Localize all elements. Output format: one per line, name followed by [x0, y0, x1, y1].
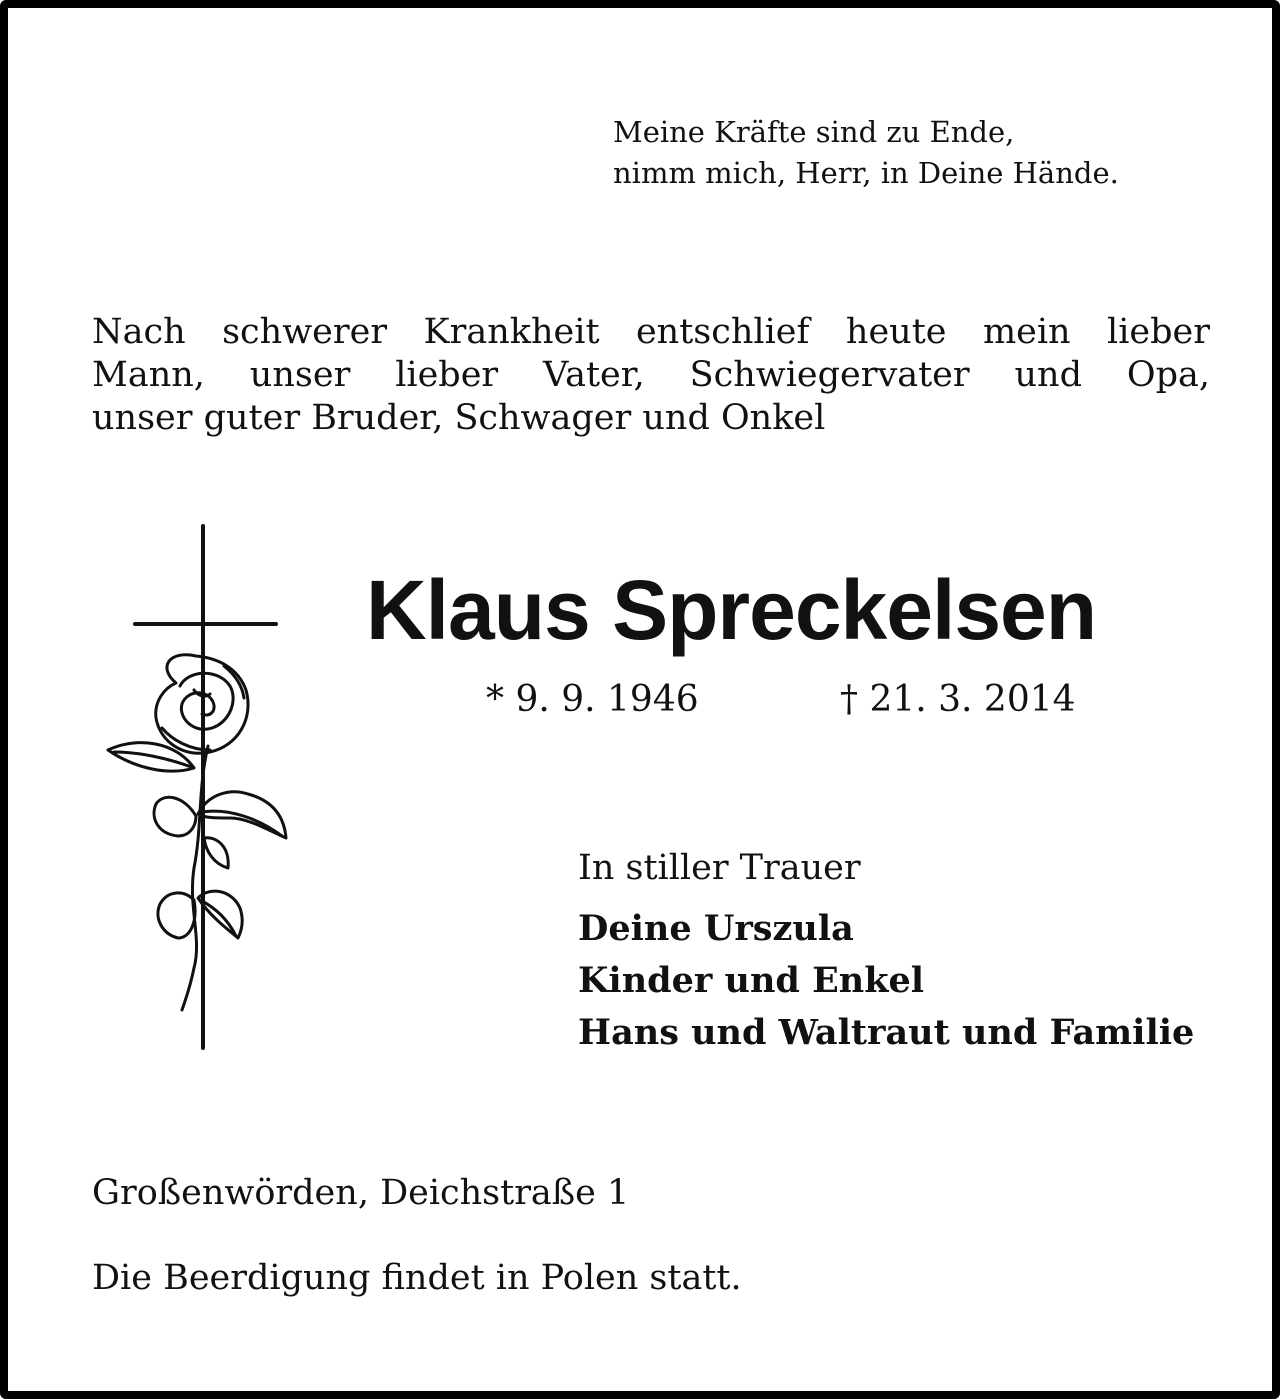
verse-line: nimm mich, Herr, in Deine Hände. — [613, 156, 1119, 190]
intro-line: Nach schwerer Krankheit entschlief heute mein lieber — [92, 312, 1210, 352]
verse — [613, 112, 1119, 194]
mourner: Kinder und Enkel — [578, 960, 925, 1001]
birth-date: * 9. 9. 1946 — [486, 679, 699, 720]
death-date: † 21. 3. 2014 — [840, 679, 1076, 720]
intro-line: unser guter Bruder, Schwager und Onkel — [92, 398, 826, 438]
verse-line: Meine Kräfte sind zu Ende, — [613, 115, 1015, 149]
deceased-name: Klaus Spreckelsen — [366, 563, 1097, 657]
intro-line: Mann, unser lieber Vater, Schwiegervater und Opa, — [92, 355, 1210, 395]
mourners-list — [578, 903, 1194, 1059]
mourner: Deine Urszula — [578, 908, 854, 949]
burial-note: Die Beerdigung findet in Polen statt. — [92, 1258, 742, 1298]
address: Großenwörden, Deichstraße 1 — [92, 1173, 630, 1213]
mourner: Hans und Waltraut und Familie — [578, 1012, 1195, 1053]
mourning-intro: In stiller Trauer — [578, 848, 861, 888]
intro-text — [92, 311, 1210, 440]
cross-with-rose-icon — [98, 518, 298, 1058]
